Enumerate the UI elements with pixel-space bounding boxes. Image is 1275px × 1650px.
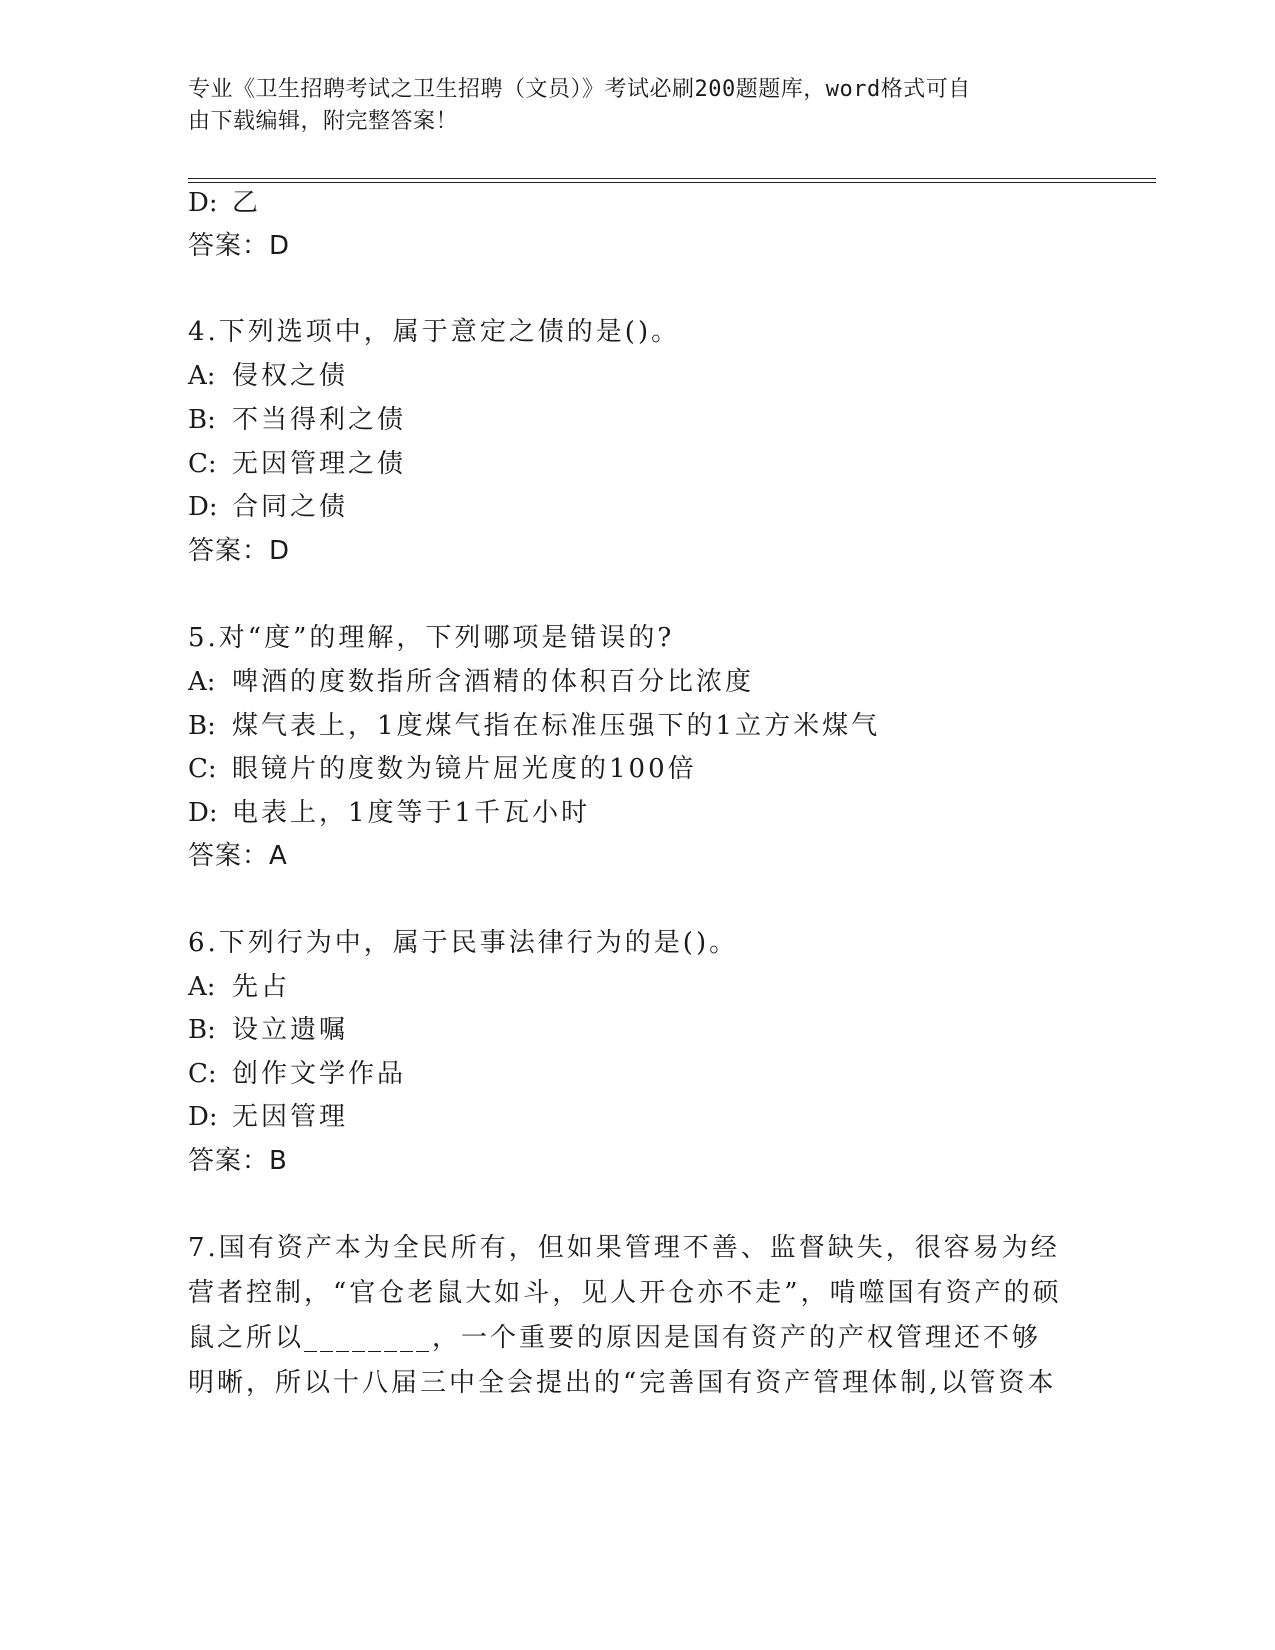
q5-stem: 5.对“度”的理解，下列哪项是错误的? — [188, 623, 675, 653]
prev-option-d — [188, 186, 261, 220]
option-key: C: — [188, 1059, 217, 1089]
q6-option-b — [188, 1013, 348, 1047]
option-text: 无因管理之债 — [232, 449, 407, 479]
option-key: D: — [188, 1102, 218, 1132]
q5-option-a — [188, 665, 754, 699]
q6-option-c — [188, 1057, 406, 1091]
q4-stem: 4.下列选项中，属于意定之债的是()。 — [188, 317, 681, 347]
header-divider-top — [188, 178, 1156, 179]
option-text: 乙 — [232, 188, 262, 218]
option-key: A: — [188, 972, 216, 1002]
option-text: 侵权之债 — [232, 361, 349, 391]
header-title-line2: 由下载编辑，附完整答案！ — [188, 109, 459, 134]
page-header — [188, 74, 1068, 138]
q4-option-b — [188, 403, 406, 437]
option-key: B: — [188, 405, 216, 435]
option-text: 先占 — [232, 972, 291, 1002]
q4-option-d — [188, 490, 348, 524]
option-key: C: — [188, 449, 217, 479]
prev-answer: 答案：D — [188, 231, 291, 261]
header-title-line1: 专业《卫生招聘考试之卫生招聘（文员）》考试必刷200题题库，word格式可自 — [188, 77, 971, 102]
q5-option-d — [188, 796, 590, 830]
option-key: A: — [188, 361, 216, 391]
q5-option-c — [188, 752, 697, 786]
option-text: 电表上，1度等于1千瓦小时 — [232, 798, 591, 828]
q4-option-c — [188, 447, 406, 481]
q6-option-a — [188, 970, 290, 1004]
option-key: A: — [188, 667, 216, 697]
option-text: 啤酒的度数指所含酒精的体积百分比浓度 — [232, 667, 755, 697]
option-key: B: — [188, 711, 216, 741]
option-text: 煤气表上，1度煤气指在标准压强下的1立方米煤气 — [232, 711, 881, 741]
option-key: B: — [188, 1015, 216, 1045]
option-text: 不当得利之债 — [232, 405, 407, 435]
option-text: 合同之债 — [232, 492, 349, 522]
q5-option-b — [188, 709, 880, 743]
q5-answer: 答案：A — [188, 841, 288, 871]
option-key: D: — [188, 188, 218, 218]
q6-stem: 6.下列行为中，属于民事法律行为的是()。 — [188, 928, 739, 958]
q6-answer: 答案：B — [188, 1146, 288, 1176]
q4-option-a — [188, 359, 348, 393]
q7-stem: 7.国有资产本为全民所有，但如果管理不善、监督缺失，很容易为经营者控制，“官仓老鼠大如斗，见人开仓亦不走”，啃噬国有资产的硕鼠之所以________，一个重要的原因是国有资产的产权管理还不够明晰，所以十八届三中全会提出的“完善国有资产管理体制,以管资本 — [188, 1233, 1062, 1398]
option-text: 设立遗嘱 — [232, 1015, 349, 1045]
option-text: 创作文学作品 — [232, 1059, 407, 1089]
option-key: D: — [188, 492, 218, 522]
header-divider-bottom — [188, 182, 1156, 183]
option-key: D: — [188, 798, 218, 828]
option-text: 无因管理 — [232, 1102, 349, 1132]
option-text: 眼镜片的度数为镜片屈光度的100倍 — [232, 754, 697, 784]
q6-option-d — [188, 1100, 348, 1134]
q4-answer: 答案：D — [188, 536, 291, 566]
option-key: C: — [188, 754, 217, 784]
